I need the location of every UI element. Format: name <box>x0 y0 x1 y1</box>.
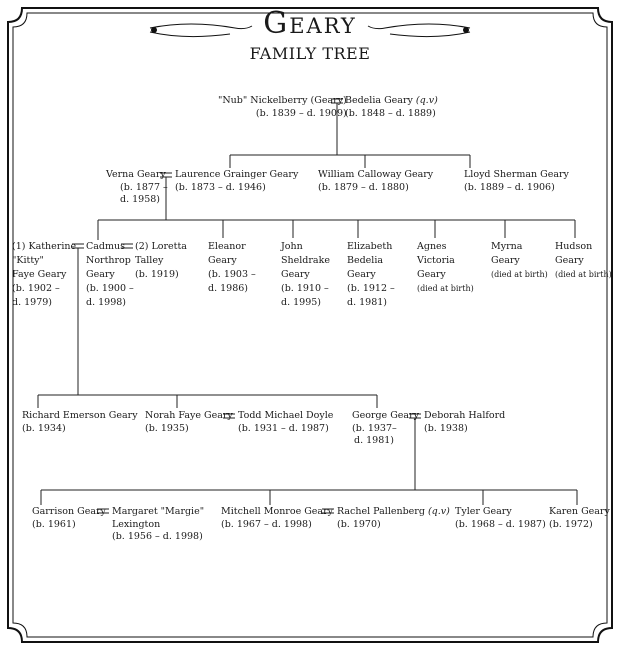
person-name: Laurence Grainger Geary <box>175 169 299 180</box>
person-dates: (died at birth) <box>417 284 474 293</box>
person-name: Deborah Halford <box>424 410 506 421</box>
person-richard-geary <box>22 410 138 435</box>
person-name: Talley <box>135 255 164 266</box>
person-name: Margaret "Margie" <box>112 506 205 517</box>
person-name: Tyler Geary <box>455 506 512 517</box>
person-dates: (b. 1968 – d. 1987) <box>455 518 546 530</box>
person-dates: (b. 1935) <box>145 422 189 434</box>
person-dates: d. 1998) <box>86 297 127 308</box>
person-laurence-geary <box>175 169 298 194</box>
person-rachel-pallenberg <box>337 506 450 531</box>
person-margaret-lexington <box>112 506 204 544</box>
person-dates: (b. 1970) <box>337 518 381 530</box>
person-elizabeth-geary <box>347 240 395 310</box>
person-dates: (b. 1873 – d. 1946) <box>175 181 266 193</box>
person-john-geary <box>281 240 330 310</box>
person-dates: (b. 1972) <box>549 518 593 530</box>
person-dates: (b. 1879 – d. 1880) <box>318 181 409 193</box>
person-dates: (b. 1937– <box>352 422 397 434</box>
person-name: Cadmus <box>86 241 126 252</box>
person-lloyd-geary <box>464 169 569 194</box>
person-dates: (b. 1931 – d. 1987) <box>238 422 329 434</box>
person-dates: d. 1986) <box>208 283 249 294</box>
person-name: Rachel Pallenberg <box>337 506 425 517</box>
person-loretta-talley <box>135 240 187 282</box>
person-name: Eleanor <box>208 241 246 252</box>
person-name: George Geary <box>352 410 419 421</box>
person-name: Northrop <box>86 255 131 266</box>
person-bedelia-geary <box>345 95 438 120</box>
person-name: Karen Geary <box>549 506 610 517</box>
person-dates: (b. 1839 – d. 1909) <box>255 107 347 119</box>
person-name: Geary <box>417 269 446 280</box>
tree-title: Geary <box>263 6 357 41</box>
person-myrna-geary <box>491 240 548 282</box>
person-dates: d. 1979) <box>12 297 53 308</box>
person-dates: (b. 1902 – <box>12 283 60 294</box>
person-eleanor-geary <box>208 240 256 296</box>
person-name: Mitchell Monroe Geary <box>221 506 333 517</box>
person-dates: (b. 1967 – d. 1998) <box>221 518 312 530</box>
person-dates: (b. 1934) <box>22 422 66 434</box>
person-name: Bedelia Geary <box>345 95 413 106</box>
person-deborah-halford <box>424 410 505 435</box>
person-name: Hudson <box>555 241 593 252</box>
person-dates: (died at birth) <box>555 270 612 279</box>
person-katherine-geary <box>12 240 76 310</box>
person-name: Todd Michael Doyle <box>238 410 334 421</box>
person-dates: (b. 1912 – <box>347 283 395 294</box>
person-name: Myrna <box>491 241 523 252</box>
qv-note: (q.v) <box>427 506 450 517</box>
person-tyler-geary <box>455 506 546 531</box>
person-name: Geary <box>347 269 376 280</box>
person-name: Geary <box>281 269 310 280</box>
person-dates: (b. 1961) <box>32 518 76 530</box>
person-dates: (b. 1889 – d. 1906) <box>464 181 555 193</box>
person-name: Richard Emerson Geary <box>22 410 138 421</box>
person-name: Sheldrake <box>281 255 330 266</box>
person-norah-geary <box>145 410 233 435</box>
person-name: John <box>281 241 303 252</box>
person-mitchell-geary <box>221 506 333 531</box>
person-dates: (b. 1956 – d. 1998) <box>112 531 203 542</box>
person-dates: (b. 1900 – <box>86 283 134 294</box>
person-dates: d. 1995) <box>281 297 322 308</box>
person-todd-doyle <box>238 410 333 435</box>
tree-subtitle: FAMILY TREE <box>249 44 371 63</box>
person-agnes-geary <box>417 240 474 296</box>
person-dates: (b. 1910 – <box>281 283 329 294</box>
qv-note: (q.v) <box>415 95 438 106</box>
person-garrison-geary <box>32 506 106 531</box>
person-dates: d. 1958) <box>120 194 161 205</box>
person-dates: d. 1981) <box>347 297 388 308</box>
person-dates: (died at birth) <box>491 270 548 279</box>
person-name: Geary <box>555 255 584 266</box>
person-karen-geary <box>549 506 610 531</box>
person-cadmus-geary <box>86 240 134 310</box>
person-name: Verna Geary <box>106 169 166 180</box>
person-name: (1) Katherine <box>12 241 77 252</box>
person-william-geary <box>318 169 433 194</box>
person-name: William Calloway Geary <box>318 169 434 180</box>
person-dates: (b. 1903 – <box>208 269 256 280</box>
person-name: Elizabeth <box>347 241 393 252</box>
person-dates: (b. 1848 – d. 1889) <box>345 107 436 119</box>
person-dates: (b. 1919) <box>135 269 179 280</box>
person-name: Lexington <box>112 518 161 530</box>
person-name: Victoria <box>417 255 455 266</box>
person-name: Faye Geary <box>12 269 67 280</box>
person-dates: (b. 1877 – <box>120 181 168 193</box>
person-verna-geary <box>106 169 168 207</box>
person-name: Geary <box>208 255 237 266</box>
person-name: Bedelia <box>347 255 384 266</box>
person-dates: (b. 1938) <box>424 422 468 434</box>
person-name: Norah Faye Geary <box>145 410 233 421</box>
person-name: Geary <box>86 269 115 280</box>
person-name: "Nub" Nickelberry (Geary) <box>218 95 347 106</box>
person-george-geary <box>352 410 419 448</box>
person-dates: d. 1981) <box>354 435 395 446</box>
person-name: Geary <box>491 255 520 266</box>
person-nub-nickelberry <box>218 95 347 120</box>
person-name: Garrison Geary <box>32 506 106 517</box>
person-name: Lloyd Sherman Geary <box>464 169 569 180</box>
person-name: (2) Loretta <box>135 241 187 252</box>
person-name: Agnes <box>417 241 447 252</box>
person-hudson-geary <box>555 240 612 282</box>
person-name: "Kitty" <box>12 255 44 266</box>
